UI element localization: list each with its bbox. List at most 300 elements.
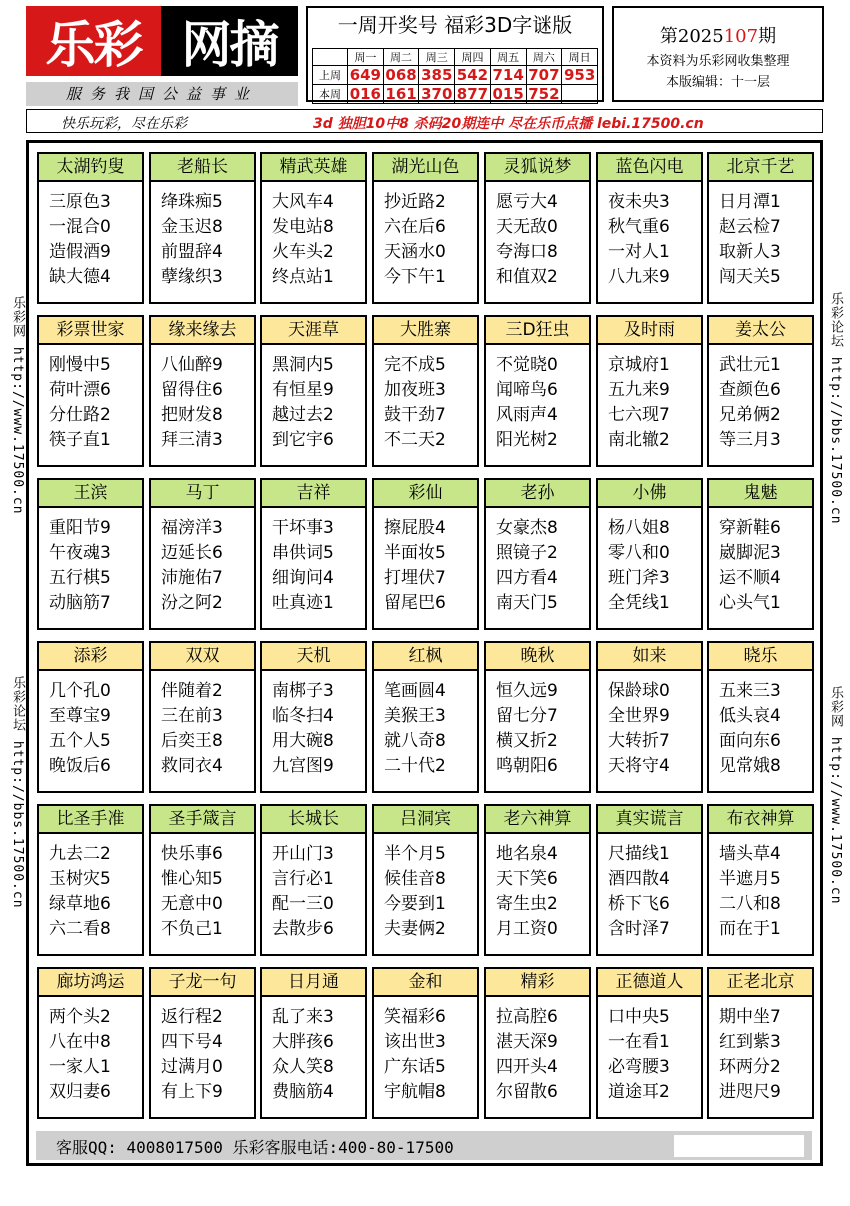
card-author: 圣手箴言 <box>151 806 254 834</box>
riddle-line: 天下笑6 <box>496 869 558 889</box>
card-author: 金和 <box>374 969 477 997</box>
riddle-line: 过满月0 <box>161 1057 223 1077</box>
puzzle-card <box>260 152 367 304</box>
card-body <box>39 182 142 290</box>
logo-left-text: 乐彩 <box>26 6 161 76</box>
card-author: 大胜寨 <box>374 317 477 345</box>
card-author: 王滨 <box>39 480 142 508</box>
riddle-line: 夸海口8 <box>496 242 558 262</box>
riddle-line: 后奕王8 <box>161 731 223 751</box>
riddle-line: 不负己1 <box>161 919 223 939</box>
riddle-line: 大风车4 <box>272 192 334 212</box>
riddle-line: 干坏事3 <box>272 518 334 538</box>
riddle-line: 二十代2 <box>384 756 446 776</box>
card-body <box>598 345 701 453</box>
riddle-line: 动脑筋7 <box>49 593 111 613</box>
riddle-line: 一在看1 <box>608 1032 670 1052</box>
card-body <box>151 182 254 290</box>
riddle-line: 赵云检7 <box>719 217 781 237</box>
card-author: 三D狂虫 <box>486 317 589 345</box>
riddle-line: 南梆子3 <box>272 681 334 701</box>
riddle-line: 三在前3 <box>161 706 223 726</box>
riddle-line: 心头气1 <box>719 593 781 613</box>
riddle-line: 五个人5 <box>49 731 111 751</box>
logo <box>26 6 298 102</box>
riddle-line: 日月潭1 <box>719 192 781 212</box>
riddle-line: 返行程2 <box>161 1007 223 1027</box>
card-body <box>39 508 142 616</box>
riddle-line: 黑洞内5 <box>272 355 334 375</box>
puzzle-card <box>372 315 479 467</box>
puzzle-card <box>596 315 703 467</box>
card-body <box>151 834 254 942</box>
riddle-line: 照镜子2 <box>496 543 558 563</box>
puzzle-card <box>707 641 814 793</box>
riddle-line: 兄弟俩2 <box>719 405 781 425</box>
riddle-line: 配一三0 <box>272 894 334 914</box>
riddle-line: 到它宇6 <box>272 430 334 450</box>
card-author: 缘来缘去 <box>151 317 254 345</box>
draw-number: 877 <box>455 85 491 104</box>
card-body <box>486 997 589 1105</box>
puzzle-card <box>260 315 367 467</box>
card-author: 北京千艺 <box>709 154 812 182</box>
puzzle-card <box>707 315 814 467</box>
riddle-line: 尔留散6 <box>496 1082 558 1102</box>
riddle-line: 分仕路2 <box>49 405 111 425</box>
riddle-line: 大胖孩6 <box>272 1032 334 1052</box>
riddle-line: 重阳节9 <box>49 518 111 538</box>
riddle-line: 火车头2 <box>272 242 334 262</box>
puzzle-card <box>37 152 144 304</box>
riddle-line: 大转折7 <box>608 731 670 751</box>
riddle-line: 一混合0 <box>49 217 111 237</box>
riddle-line: 天涵水0 <box>384 242 446 262</box>
puzzle-card <box>484 804 591 956</box>
riddle-line: 四开头4 <box>496 1057 558 1077</box>
puzzle-card <box>707 478 814 630</box>
card-author: 灵狐说梦 <box>486 154 589 182</box>
issue-panel <box>612 6 824 102</box>
card-body <box>598 671 701 779</box>
riddle-line: 面向东6 <box>719 731 781 751</box>
card-author: 及时雨 <box>598 317 701 345</box>
day-header: 周五 <box>490 49 526 66</box>
puzzle-card <box>149 478 256 630</box>
card-body <box>598 997 701 1105</box>
card-body <box>709 345 812 453</box>
riddle-line: 有恒星9 <box>272 380 334 400</box>
puzzle-card <box>372 967 479 1119</box>
draw-number: 016 <box>348 85 384 104</box>
riddle-line: 刚慢中5 <box>49 355 111 375</box>
logo-right-text: 网摘 <box>161 6 298 76</box>
puzzle-card <box>37 641 144 793</box>
puzzle-card <box>596 641 703 793</box>
puzzle-card <box>260 967 367 1119</box>
card-body <box>39 345 142 453</box>
card-author: 添彩 <box>39 643 142 671</box>
riddle-line: 笑福彩6 <box>384 1007 446 1027</box>
riddle-line: 含时泽7 <box>608 919 670 939</box>
card-body <box>374 182 477 290</box>
riddle-line: 等三月3 <box>719 430 781 450</box>
riddle-line: 天无敌0 <box>496 217 558 237</box>
riddle-line: 把财发8 <box>161 405 223 425</box>
draw-number: 953 <box>562 66 598 85</box>
puzzle-card <box>260 478 367 630</box>
draw-results-panel <box>306 6 604 102</box>
issue-note: 本资料为乐彩网收集整理 <box>646 54 790 69</box>
card-author: 老船长 <box>151 154 254 182</box>
card-author: 廊坊鸿运 <box>39 969 142 997</box>
riddle-line: 鸣朝阳6 <box>496 756 558 776</box>
card-author: 长城长 <box>262 806 365 834</box>
riddle-line: 众人笑8 <box>272 1057 334 1077</box>
riddle-line: 低头哀4 <box>719 706 781 726</box>
riddle-line: 墙头草4 <box>719 844 781 864</box>
riddle-line: 酒四散4 <box>608 869 670 889</box>
riddle-line: 加夜班3 <box>384 380 446 400</box>
puzzle-card <box>149 315 256 467</box>
riddle-line: 宇航帽8 <box>384 1082 446 1102</box>
riddle-line: 恒久远9 <box>496 681 558 701</box>
riddle-line: 汾之阿2 <box>161 593 223 613</box>
riddle-line: 迈延长6 <box>161 543 223 563</box>
card-author: 姜太公 <box>709 317 812 345</box>
card-body <box>374 345 477 453</box>
riddle-line: 杨八姐8 <box>608 518 670 538</box>
puzzle-card <box>37 967 144 1119</box>
card-body <box>262 671 365 779</box>
draw-number <box>562 85 598 104</box>
card-body <box>39 671 142 779</box>
side-text-right-bottom: 乐彩网 http://www.17500.cn <box>828 686 843 905</box>
riddle-line: 笔画圆4 <box>384 681 446 701</box>
riddle-line: 美猴王3 <box>384 706 446 726</box>
riddle-line: 留七分7 <box>496 706 558 726</box>
card-body <box>598 182 701 290</box>
issue-prefix: 第2025 <box>659 26 724 47</box>
riddle-line: 拜三清3 <box>161 430 223 450</box>
this-week-label: 本周 <box>313 85 348 104</box>
riddle-line: 不二天2 <box>384 430 446 450</box>
card-body <box>374 834 477 942</box>
card-body <box>374 508 477 616</box>
card-author: 双双 <box>151 643 254 671</box>
riddle-line: 有上下9 <box>161 1082 223 1102</box>
riddle-line: 尺描线1 <box>608 844 670 864</box>
card-body <box>39 997 142 1105</box>
card-body <box>374 997 477 1105</box>
draw-number: 542 <box>455 66 491 85</box>
riddle-line: 一家人1 <box>49 1057 111 1077</box>
draw-number: 370 <box>419 85 455 104</box>
puzzle-card <box>484 478 591 630</box>
issue-suffix: 期 <box>758 26 777 47</box>
card-author: 红枫 <box>374 643 477 671</box>
riddle-line: 快乐事6 <box>161 844 223 864</box>
card-author: 彩票世家 <box>39 317 142 345</box>
card-body <box>151 671 254 779</box>
riddle-line: 去散步6 <box>272 919 334 939</box>
riddle-line: 而在于1 <box>719 919 781 939</box>
card-body <box>709 997 812 1105</box>
riddle-line: 道途耳2 <box>608 1082 670 1102</box>
riddle-line: 闯天关5 <box>719 267 781 287</box>
riddle-line: 筷子直1 <box>49 430 111 450</box>
card-author: 精彩 <box>486 969 589 997</box>
riddle-line: 阳光树2 <box>496 430 558 450</box>
card-body <box>262 182 365 290</box>
card-author: 晓乐 <box>709 643 812 671</box>
card-body <box>374 671 477 779</box>
last-week-label: 上周 <box>313 66 348 85</box>
draw-table <box>312 48 598 104</box>
card-author: 彩仙 <box>374 480 477 508</box>
riddle-line: 午夜魂3 <box>49 543 111 563</box>
riddle-line: 沛施佑7 <box>161 568 223 588</box>
draw-number: 161 <box>383 85 419 104</box>
card-body <box>486 834 589 942</box>
riddle-line: 八在中8 <box>49 1032 111 1052</box>
riddle-line: 发电站8 <box>272 217 334 237</box>
puzzle-card <box>260 641 367 793</box>
riddle-line: 惟心知5 <box>161 869 223 889</box>
puzzle-card <box>149 804 256 956</box>
riddle-line: 留尾巴6 <box>384 593 446 613</box>
puzzle-card <box>484 315 591 467</box>
card-body <box>262 345 365 453</box>
puzzle-card <box>37 804 144 956</box>
card-author: 蓝色闪电 <box>598 154 701 182</box>
riddle-line: 七六现7 <box>608 405 670 425</box>
riddle-line: 绿草地6 <box>49 894 111 914</box>
riddle-line: 绛珠痴5 <box>161 192 223 212</box>
riddle-line: 穿新鞋6 <box>719 518 781 538</box>
puzzle-card <box>596 478 703 630</box>
riddle-line: 半遮月5 <box>719 869 781 889</box>
riddle-line: 南北辙2 <box>608 430 670 450</box>
card-author: 小佛 <box>598 480 701 508</box>
riddle-line: 用大碗8 <box>272 731 334 751</box>
puzzle-card <box>149 152 256 304</box>
riddle-line: 南天门5 <box>496 593 558 613</box>
riddle-line: 零八和0 <box>608 543 670 563</box>
card-author: 老孙 <box>486 480 589 508</box>
riddle-line: 和值双2 <box>496 267 558 287</box>
puzzle-card <box>707 804 814 956</box>
day-header: 周二 <box>383 49 419 66</box>
footer-blank-box <box>674 1135 804 1157</box>
draw-title: 一周开奖号 福彩3D字谜版 <box>337 13 573 37</box>
riddle-line: 鼓干劲7 <box>384 405 446 425</box>
draw-number: 752 <box>526 85 562 104</box>
riddle-line: 候佳音8 <box>384 869 446 889</box>
side-text-left-bottom: 乐彩论坛 http://bbs.17500.cn <box>10 676 25 909</box>
draw-number: 385 <box>419 66 455 85</box>
riddle-line: 口中央5 <box>608 1007 670 1027</box>
card-body <box>709 671 812 779</box>
riddle-line: 救同衣4 <box>161 756 223 776</box>
puzzle-card <box>596 152 703 304</box>
riddle-line: 伴随着2 <box>161 681 223 701</box>
card-author: 如来 <box>598 643 701 671</box>
riddle-line: 造假酒9 <box>49 242 111 262</box>
riddle-line: 玉树灾5 <box>49 869 111 889</box>
riddle-line: 查颜色6 <box>719 380 781 400</box>
draw-number: 707 <box>526 66 562 85</box>
card-body <box>486 345 589 453</box>
side-text-left-top: 乐彩网 http://www.17500.cn <box>10 296 25 515</box>
riddle-line: 几个孔0 <box>49 681 111 701</box>
riddle-line: 该出世3 <box>384 1032 446 1052</box>
riddle-line: 细询问4 <box>272 568 334 588</box>
riddle-line: 不觉晓0 <box>496 355 558 375</box>
logo-slogan: 服务我国公益事业 <box>26 82 298 106</box>
riddle-line: 孽缘织3 <box>161 267 223 287</box>
riddle-line: 见常娥8 <box>719 756 781 776</box>
riddle-line: 晚饭后6 <box>49 756 111 776</box>
puzzle-card <box>596 804 703 956</box>
card-author: 吕洞宾 <box>374 806 477 834</box>
day-header: 周六 <box>526 49 562 66</box>
riddle-line: 留得住6 <box>161 380 223 400</box>
riddle-line: 女豪杰8 <box>496 518 558 538</box>
puzzle-card <box>484 152 591 304</box>
card-author: 天涯草 <box>262 317 365 345</box>
card-author: 吉祥 <box>262 480 365 508</box>
riddle-line: 四方看4 <box>496 568 558 588</box>
riddle-line: 闻啼鸟6 <box>496 380 558 400</box>
card-body <box>709 834 812 942</box>
riddle-line: 无意中0 <box>161 894 223 914</box>
card-author: 马丁 <box>151 480 254 508</box>
riddle-line: 湛天深9 <box>496 1032 558 1052</box>
card-author: 鬼魅 <box>709 480 812 508</box>
riddle-line: 风雨声4 <box>496 405 558 425</box>
riddle-line: 缺大德4 <box>49 267 111 287</box>
riddle-line: 武壮元1 <box>719 355 781 375</box>
riddle-line: 地名泉4 <box>496 844 558 864</box>
card-author: 布衣神算 <box>709 806 812 834</box>
draw-number: 068 <box>383 66 419 85</box>
riddle-line: 崴脚泥3 <box>719 543 781 563</box>
footer-contact: 客服QQ: 4008017500 乐彩客服电话:400-80-17500 <box>56 1138 454 1157</box>
riddle-line: 九去二2 <box>49 844 111 864</box>
riddle-line: 两个头2 <box>49 1007 111 1027</box>
card-body <box>486 671 589 779</box>
card-body <box>598 508 701 616</box>
riddle-line: 半面妆5 <box>384 543 446 563</box>
riddle-line: 终点站1 <box>272 267 334 287</box>
riddle-line: 金玉迟8 <box>161 217 223 237</box>
last-week-row <box>313 66 598 85</box>
card-author: 太湖钓叟 <box>39 154 142 182</box>
riddle-line: 九宫图9 <box>272 756 334 776</box>
riddle-line: 愿亏大4 <box>496 192 558 212</box>
riddle-line: 四下号4 <box>161 1032 223 1052</box>
riddle-line: 必弯腰3 <box>608 1057 670 1077</box>
riddle-line: 临冬扫4 <box>272 706 334 726</box>
puzzle-card <box>372 152 479 304</box>
riddle-line: 半个月5 <box>384 844 446 864</box>
draw-days-row <box>313 49 598 66</box>
riddle-line: 双归妻6 <box>49 1082 111 1102</box>
riddle-line: 六二看8 <box>49 919 111 939</box>
draw-number: 714 <box>490 66 526 85</box>
riddle-line: 全凭线1 <box>608 593 670 613</box>
riddle-line: 串供词5 <box>272 543 334 563</box>
riddle-line: 开山门3 <box>272 844 334 864</box>
card-body <box>262 834 365 942</box>
draw-corner <box>313 49 348 66</box>
day-header: 周四 <box>455 49 491 66</box>
card-body <box>262 508 365 616</box>
card-body <box>709 182 812 290</box>
riddle-line: 广东话5 <box>384 1057 446 1077</box>
card-body <box>709 508 812 616</box>
riddle-line: 寄生虫2 <box>496 894 558 914</box>
footer-bar <box>36 1131 812 1160</box>
riddle-line: 六在后6 <box>384 217 446 237</box>
riddle-line: 环两分2 <box>719 1057 781 1077</box>
this-week-row <box>313 85 598 104</box>
puzzle-card <box>484 641 591 793</box>
riddle-line: 二八和8 <box>719 894 781 914</box>
tagline-promo-link[interactable]: 3d 独胆10中8 杀码20期连中 尽在乐币点播 lebi.17500.cn <box>313 116 704 132</box>
riddle-line: 打埋伏7 <box>384 568 446 588</box>
riddle-line: 至尊宝9 <box>49 706 111 726</box>
draw-number: 649 <box>348 66 384 85</box>
day-header: 周日 <box>562 49 598 66</box>
riddle-line: 取新人3 <box>719 242 781 262</box>
card-body <box>39 834 142 942</box>
riddle-line: 前盟辞4 <box>161 242 223 262</box>
riddle-line: 秋气重6 <box>608 217 670 237</box>
riddle-line: 一对人1 <box>608 242 670 262</box>
day-header: 周一 <box>348 49 384 66</box>
card-body <box>151 508 254 616</box>
issue-value: 107 <box>723 26 759 47</box>
card-author: 老六神算 <box>486 806 589 834</box>
card-body <box>486 182 589 290</box>
riddle-line: 八仙醉9 <box>161 355 223 375</box>
riddle-line: 拉高腔6 <box>496 1007 558 1027</box>
riddle-line: 费脑筋4 <box>272 1082 334 1102</box>
riddle-line: 五来三3 <box>719 681 781 701</box>
riddle-line: 夫妻俩2 <box>384 919 446 939</box>
riddle-line: 夜未央3 <box>608 192 670 212</box>
riddle-line: 福滂洋3 <box>161 518 223 538</box>
card-author: 日月通 <box>262 969 365 997</box>
card-body <box>262 997 365 1105</box>
puzzle-card <box>149 641 256 793</box>
day-header: 周三 <box>419 49 455 66</box>
card-body <box>486 508 589 616</box>
puzzle-card <box>372 804 479 956</box>
issue-number <box>614 22 822 48</box>
riddle-line: 京城府1 <box>608 355 670 375</box>
card-author: 子龙一句 <box>151 969 254 997</box>
riddle-line: 今要到1 <box>384 894 446 914</box>
card-body <box>598 834 701 942</box>
puzzle-card <box>260 804 367 956</box>
riddle-line: 桥下飞6 <box>608 894 670 914</box>
riddle-line: 抄近路2 <box>384 192 446 212</box>
riddle-line: 乱了来3 <box>272 1007 334 1027</box>
riddle-line: 月工资0 <box>496 919 558 939</box>
